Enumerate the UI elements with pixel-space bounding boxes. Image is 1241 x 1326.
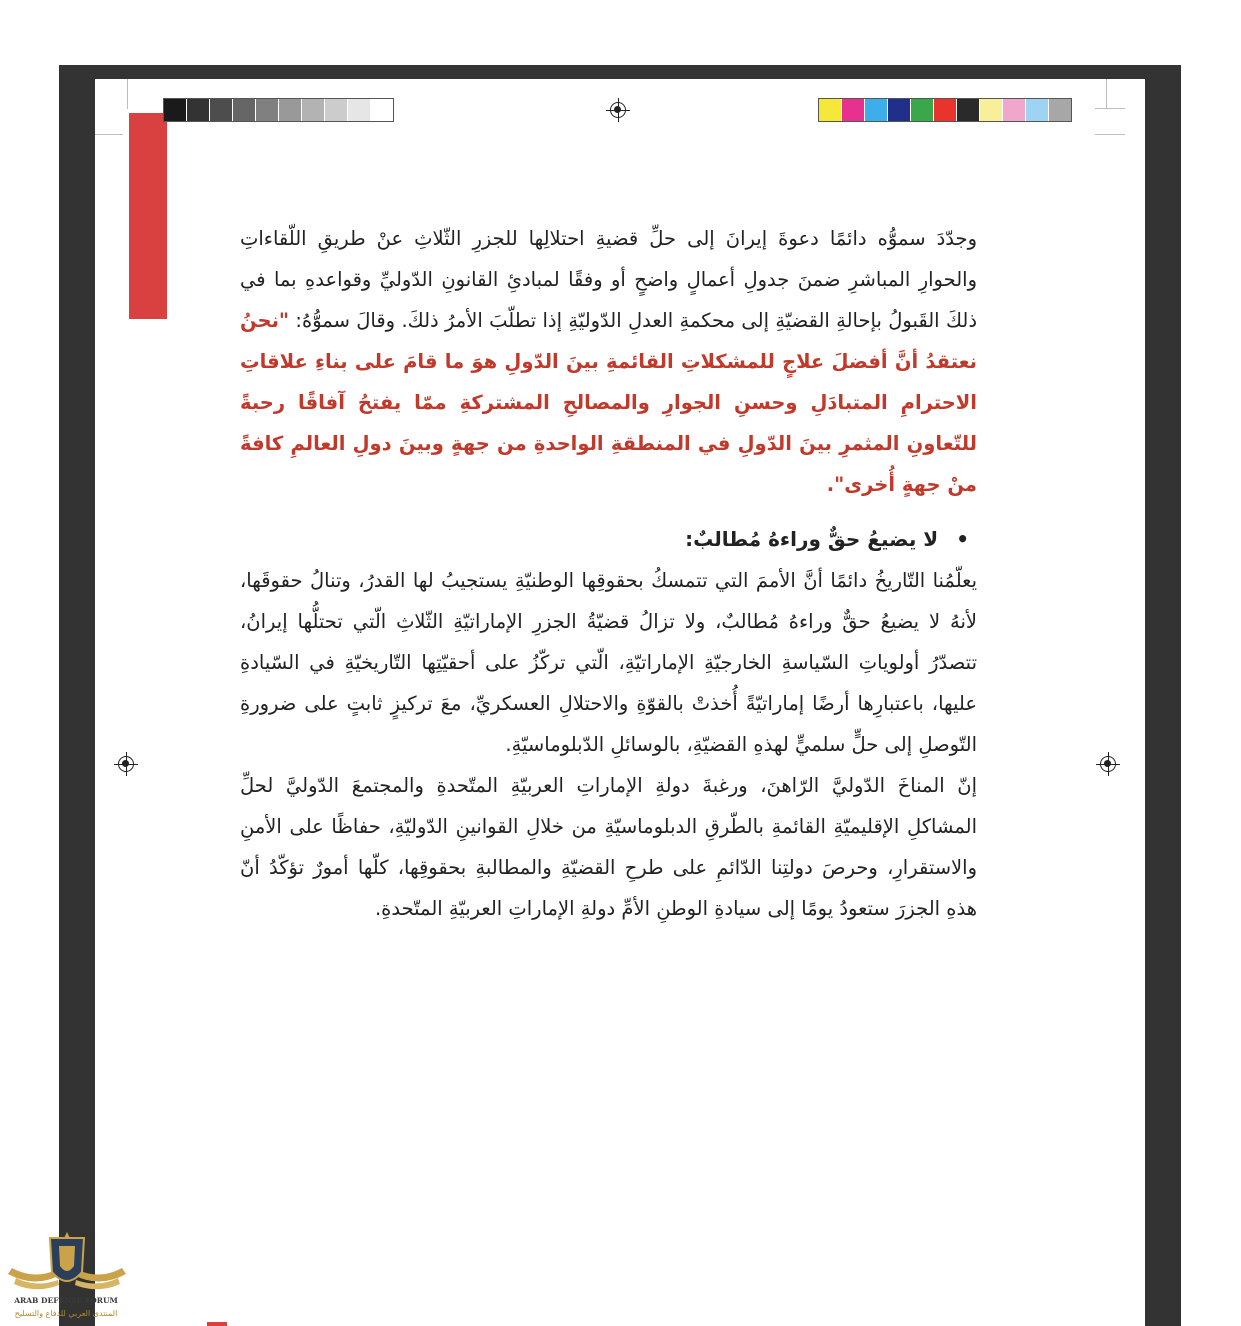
color-swatch	[819, 99, 842, 121]
paragraph-intro-text: وجدّدَ سموُّه دائمًا دعوةَ إيرانَ إلى حلِّ قضيةِ احتلالِها للجزرِ الثّلاثِ عنْ طريقِ اللّقاءاتِ والحوارِ المباشرِ ضمنَ جدولِ أعمالٍ واضحٍ أو وفقًا لمبادئِ القانونِ الدّوليِّ وقواعدهِ بما في ذلكَ القَبولُ بإحالةِ القضيّةِ إلى محكمةِ العدلِ الدّوليّةِ إذا تطلّبَ الأمرُ ذلكَ. وقالَ سموُّهُ:	[240, 227, 977, 332]
gray-swatch	[210, 99, 233, 121]
paragraph-conclusion: إنّ المناخَ الدّوليَّ الرّاهنَ، ورغبةَ دولةِ الإماراتِ العربيّةِ المتّحدةِ والمجتمعَ الدّوليَّ لحلِّ المشاكلِ الإقليميّةِ القائمةِ بالطّرقِ الدبلوماسيّةِ من خلالِ القوانينِ الدّوليّةِ، حفاظًا على الأمنِ والاستقرارِ، وحرصَ دولتِنا الدّائمِ على طرحِ القضيّةِ والمطالبةِ بحقوقِها، كلّها أمورٌ تؤكّدُ أنّ هذهِ الجزرَ ستعودُ يومًا إلى سيادةِ الوطنِ الأمِّ دولةِ الإماراتِ العربيّةِ المتّحدةِ.	[240, 774, 977, 920]
crop-mark-top-right-v	[1106, 79, 1107, 109]
gray-swatch	[279, 99, 302, 121]
gray-swatch	[348, 99, 371, 121]
page-bottom-accent	[207, 1322, 227, 1326]
gray-swatch	[302, 99, 325, 121]
gray-swatch	[256, 99, 279, 121]
gray-swatch	[233, 99, 256, 121]
paragraph-history: يعلّمُنا التّاريخُ دائمًا أنَّ الأممَ التي تتمسكُ بحقوقِها الوطنيّةِ يستجيبُ لها القدرُ، وتنالُ حقوقَها، لأنهُ لا يضيعُ حقٌّ وراءهُ مُطالبٌ، ولا تزالُ قضيّةُ الجزرِ الإماراتيّةِ الثّلاثِ الّتي تحتلُّها إيرانُ، تتصدّرُ أولوياتِ السّياسةِ الخارجيّةِ الإماراتيّةِ، الّتي تركّزُ على أحقيّتِها التّاريخيّةِ في السّيادةِ عليها، باعتبارِها أرضًا إماراتيّةً أُخذتْ بالقوّةِ والاحتلالِ العسكريِّ، معَ تركيزٍ ثابتٍ على ضرورةِ التّوصلِ إلى حلٍّ سلميٍّ لهذهِ القضيّةِ، بالوسائلِ الدّبلوماسيّةِ.	[240, 569, 977, 756]
grayscale-calibration-strip	[163, 98, 394, 122]
bullet-icon: •	[956, 527, 969, 551]
color-swatch	[1049, 99, 1071, 121]
gray-swatch	[371, 99, 393, 121]
crop-mark-top-left-h	[95, 134, 123, 135]
document-body	[240, 218, 977, 929]
color-swatch	[865, 99, 888, 121]
color-swatch	[888, 99, 911, 121]
registration-mark-top-icon	[610, 102, 626, 118]
color-swatch	[934, 99, 957, 121]
crop-mark-top-right-h2	[1095, 134, 1125, 135]
color-swatch	[1003, 99, 1026, 121]
paragraph-intro	[240, 218, 977, 505]
color-swatch	[1026, 99, 1049, 121]
section-heading	[240, 519, 969, 560]
registration-mark-left-icon	[118, 756, 134, 772]
gray-swatch	[164, 99, 187, 121]
color-swatch	[842, 99, 865, 121]
crop-mark-top-left-v	[127, 79, 128, 109]
section-heading-text: لا يضيعُ حقٌّ وراءهُ مُطالبٌ:	[685, 527, 939, 551]
gray-swatch	[187, 99, 210, 121]
color-swatch	[957, 99, 980, 121]
color-swatch	[911, 99, 934, 121]
color-swatch	[980, 99, 1003, 121]
chapter-accent-bar	[129, 113, 167, 319]
watermark-name: ARAB DEFENSE FORUM	[14, 1296, 118, 1305]
watermark-subtitle: المنتدى العربي للدفاع والتسليح	[14, 1309, 118, 1318]
gray-swatch	[325, 99, 348, 121]
color-calibration-strip	[818, 98, 1072, 122]
highlighted-quote: "نحنُ نعتقدُ أنَّ أفضلَ علاجٍ للمشكلاتِ القائمةِ بينَ الدّولِ هوَ ما قامَ على بناءِ علاقاتِ الاحترامِ المتبادَلِ وحسنِ الجوارِ والمصالحِ المشتركةِ ممّا يفتحُ آفاقًا رحبةً للتّعاونِ المثمرِ بينَ الدّولِ في المنطقةِ الواحدةِ من جهةٍ وبينَ دولِ العالمِ كافةً منْ جهةٍ أُخرى".	[240, 309, 977, 496]
crop-mark-top-right-h	[1095, 108, 1125, 109]
registration-mark-right-icon	[1100, 756, 1116, 772]
